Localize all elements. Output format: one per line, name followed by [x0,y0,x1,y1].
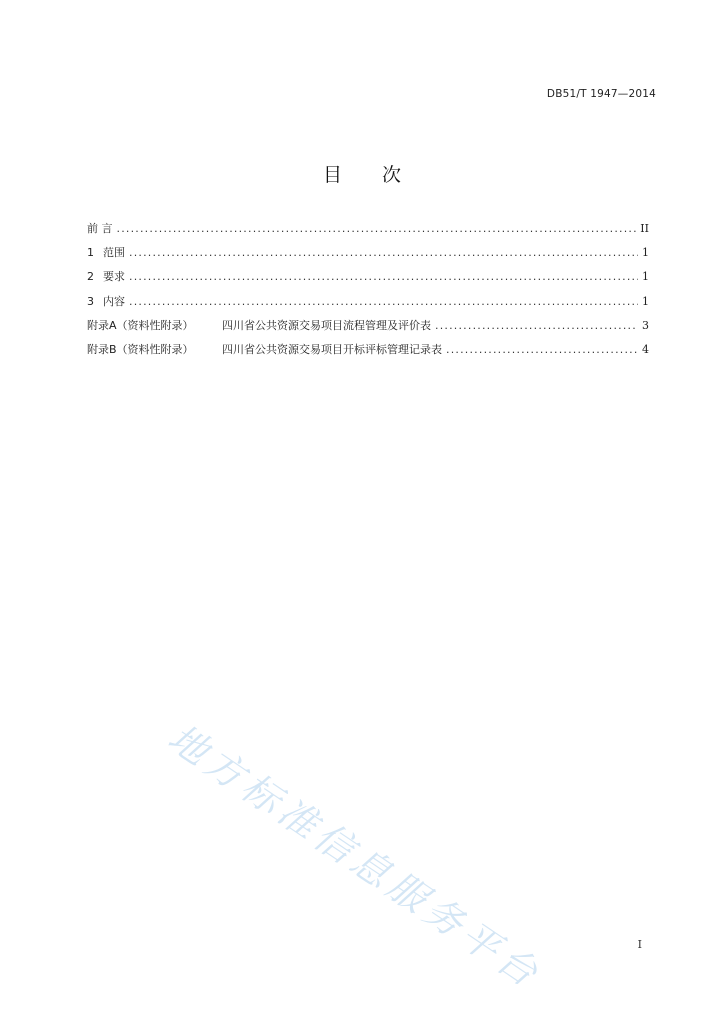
dot-leader [446,343,638,356]
toc-entry-number: 3 [87,294,94,308]
toc-appendix-designation: 附录B（资料性附录） [87,342,194,356]
toc-entry-page: 1 [642,270,649,284]
toc-entry-label: 四川省公共资源交易项目开标评标管理记录表 [222,342,442,356]
dot-leader [129,295,638,308]
toc-entry-scope[interactable] [87,244,649,268]
toc-entry-number: 2 [87,270,94,284]
toc-entry-requirements[interactable] [87,268,649,292]
toc-entry-label: 内容 [103,294,125,308]
toc-entry-page: 1 [642,246,649,260]
toc-entry-appendix-b[interactable] [87,341,649,365]
toc-entry-page: II [640,222,649,235]
toc-entry-foreword[interactable] [87,220,649,244]
toc-appendix-designation: 附录A（资料性附录） [87,318,194,332]
table-of-contents [87,220,649,365]
dot-leader [129,246,638,259]
toc-entry-appendix-a[interactable] [87,317,649,341]
dot-leader [117,222,637,235]
toc-title: 目次 [322,164,441,186]
dot-leader [435,319,638,332]
toc-entry-label: 四川省公共资源交易项目流程管理及评价表 [222,318,431,332]
watermark: 地方标准信息服务平台 [160,715,550,998]
page-number: I [637,938,642,951]
toc-entry-label: 范围 [103,246,125,260]
toc-entry-page: 4 [642,342,649,356]
toc-entry-page: 1 [642,294,649,308]
document-code: DB51/T 1947—2014 [546,88,656,100]
toc-entry-content[interactable] [87,293,649,317]
toc-entry-label: 前 言 [87,222,113,235]
toc-entry-page: 3 [642,318,649,332]
toc-entry-number: 1 [87,246,94,260]
dot-leader [129,270,638,283]
toc-entry-label: 要求 [103,270,125,284]
